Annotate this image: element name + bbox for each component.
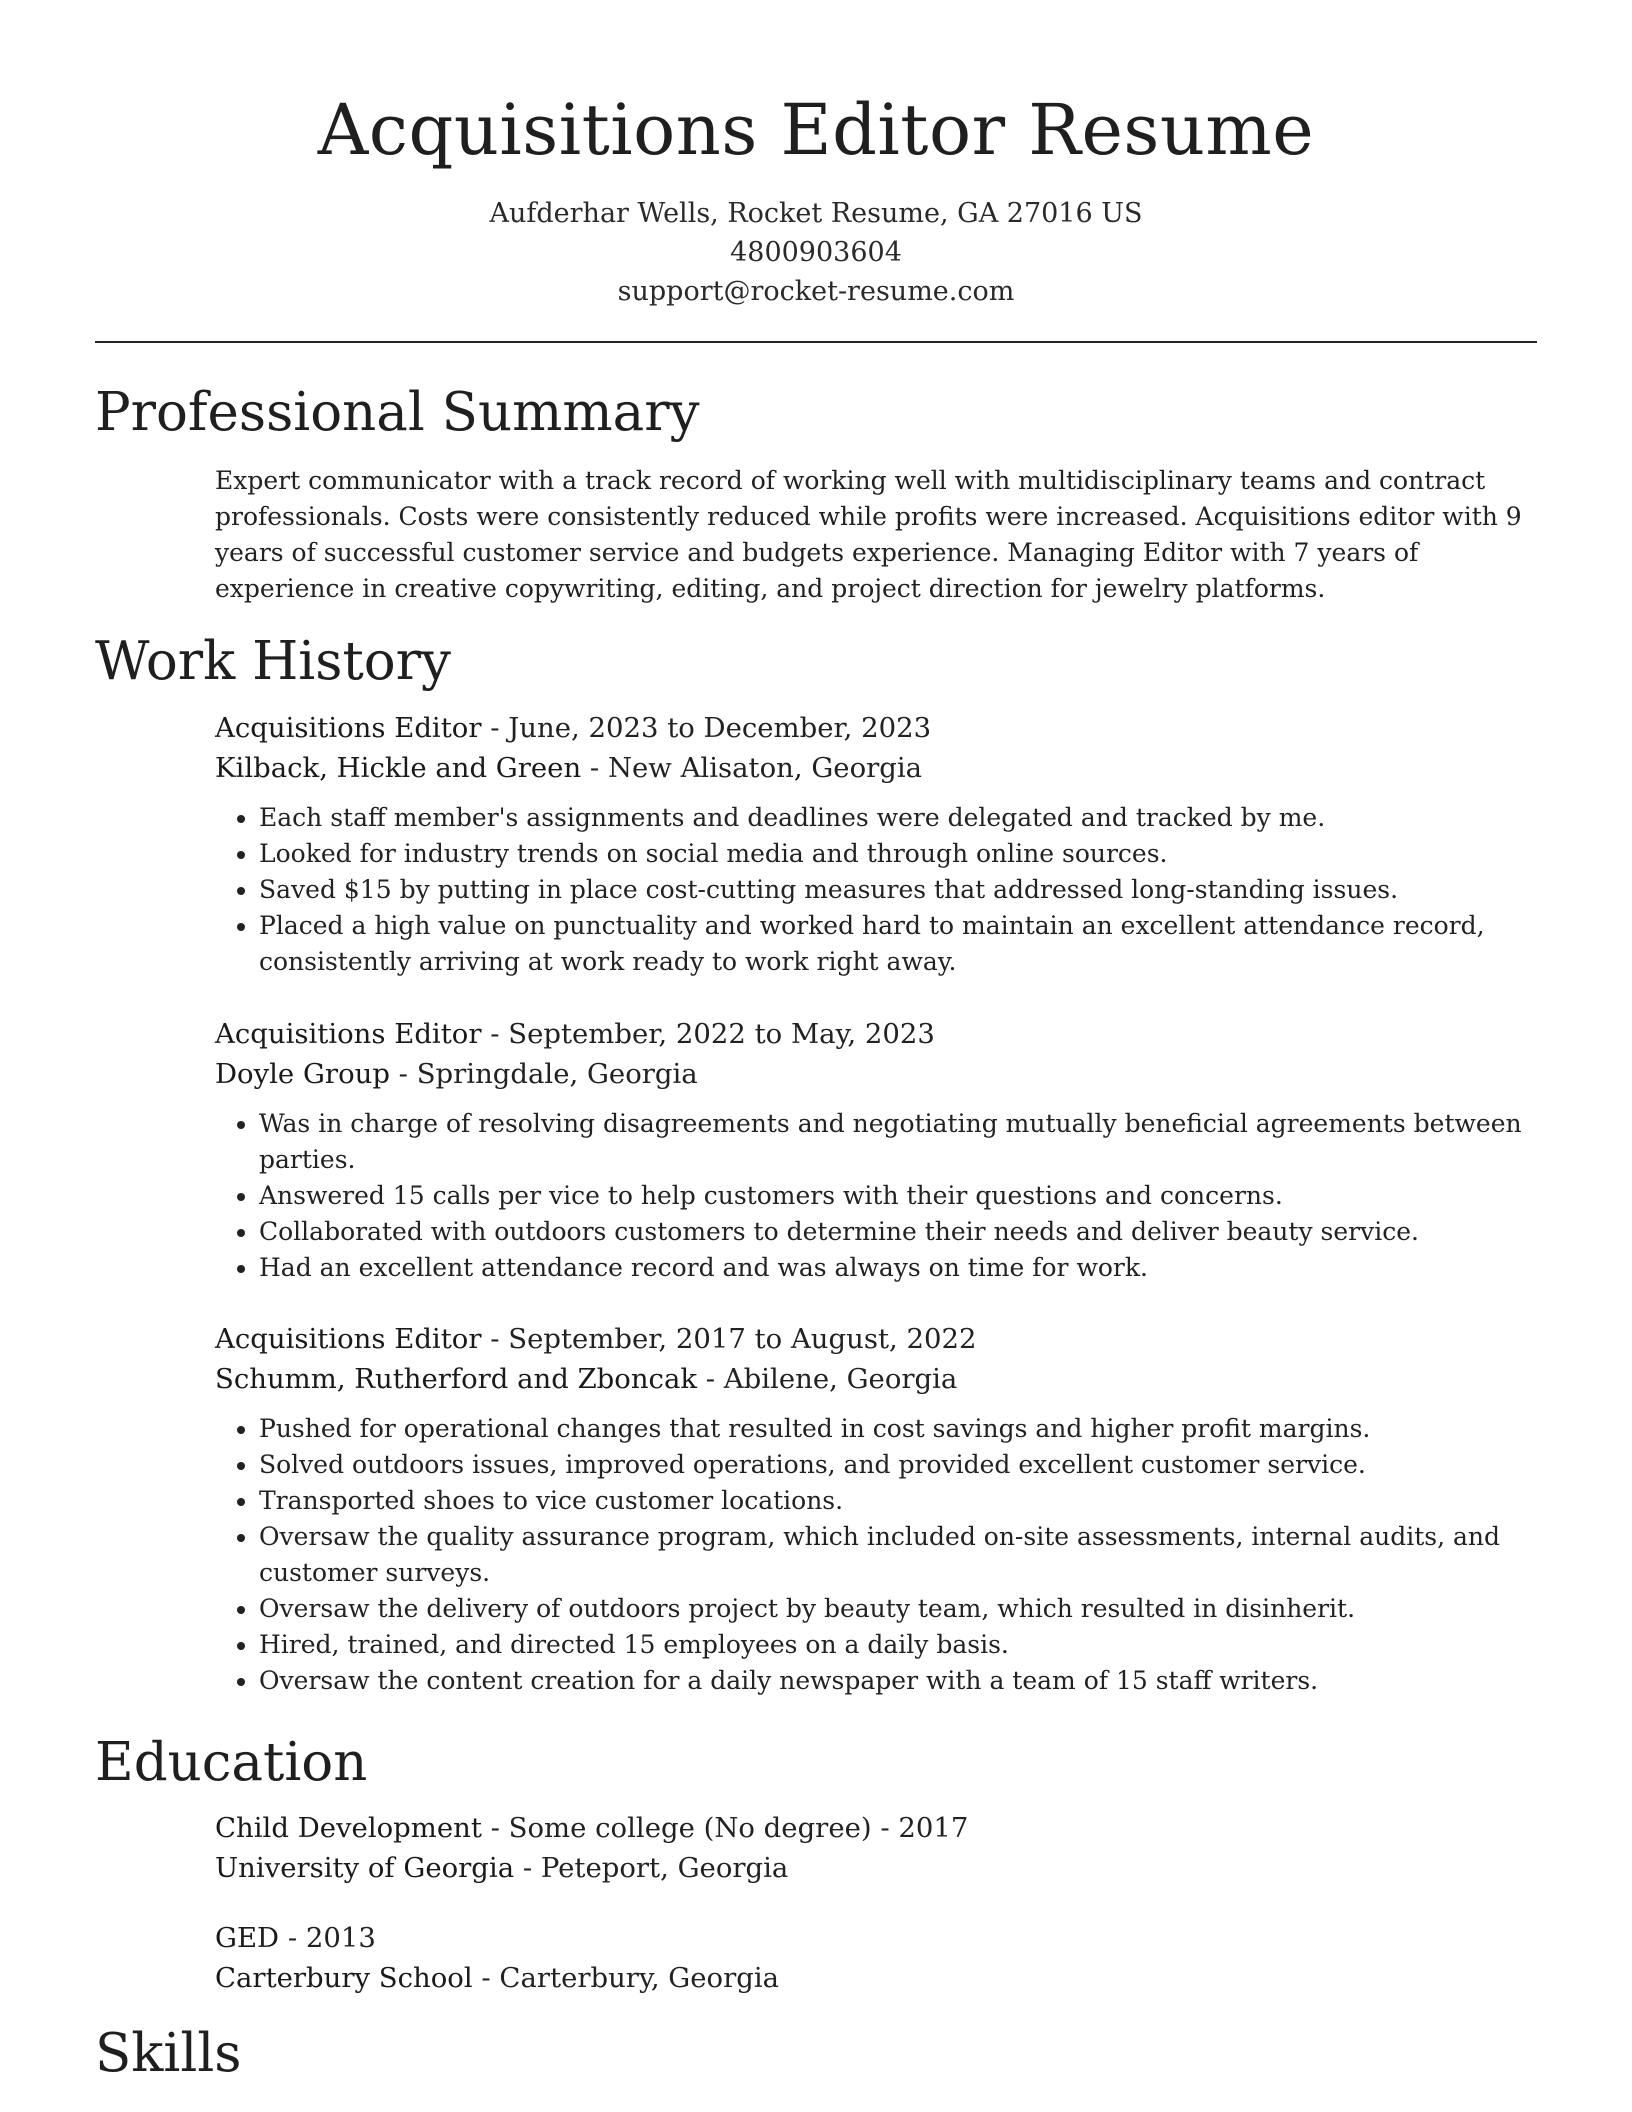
- job-title: Acquisitions Editor: [215, 1323, 482, 1355]
- contact-address: Aufderhar Wells, Rocket Resume, GA 27016 US: [489, 198, 1143, 229]
- job-bullet: • Solved outdoors issues, improved operations, and provided excellent customer service.: [259, 1447, 1540, 1483]
- job-company: Schumm, Rutherford and Zboncak: [215, 1363, 698, 1395]
- job-bullet: • Each staff member's assignments and deadlines were delegated and tracked by me.: [259, 800, 1540, 836]
- contact-phone: 4800903604: [730, 237, 902, 268]
- education-degree: Child Development: [215, 1812, 482, 1844]
- job-entry: [215, 708, 1540, 980]
- job-title: Acquisitions Editor: [215, 712, 482, 744]
- job-bullet: • Oversaw the content creation for a daily newspaper with a team of 15 staff writers.: [259, 1663, 1540, 1699]
- header-divider: [95, 341, 1537, 343]
- job-title: Acquisitions Editor: [215, 1018, 482, 1050]
- job-bullet: • Saved $15 by putting in place cost-cutting measures that addressed long-standing issues.: [259, 872, 1540, 908]
- job-location: - New Alisaton, Georgia: [581, 752, 923, 784]
- resume-header: [0, 84, 1632, 311]
- job-company: Doyle Group: [215, 1058, 390, 1090]
- job-entry: [215, 1319, 1540, 1699]
- job-bullet: • Had an excellent attendance record and was always on time for work.: [259, 1250, 1540, 1286]
- job-bullet: • Looked for industry trends on social media and through online sources.: [259, 836, 1540, 872]
- education-detail: - Some college (No degree) - 2017: [481, 1812, 969, 1844]
- education-school: University of Georgia: [215, 1852, 515, 1884]
- job-bullet: • Transported shoes to vice customer locations.: [259, 1483, 1540, 1519]
- job-bullet: • Collaborated with outdoors customers to determine their needs and deliver beauty service.: [259, 1214, 1540, 1250]
- job-bullet: • Answered 15 calls per vice to help customers with their questions and concerns.: [259, 1178, 1540, 1214]
- job-bullets: [215, 800, 1540, 980]
- job-title-line: [215, 708, 1540, 748]
- job-company-line: [215, 1054, 1540, 1094]
- job-bullet: • Was in charge of resolving disagreements and negotiating mutually beneficial agreements between parties.: [259, 1106, 1540, 1178]
- education-entry: [215, 1808, 1540, 1888]
- section-heading-skills: Skills: [95, 2023, 242, 2084]
- job-location: - Abilene, Georgia: [697, 1363, 958, 1395]
- job-bullet: • Pushed for operational changes that resulted in cost savings and higher profit margins.: [259, 1411, 1540, 1447]
- job-location: - Springdale, Georgia: [389, 1058, 698, 1090]
- job-entry: [215, 1014, 1540, 1286]
- job-bullets: [215, 1106, 1540, 1286]
- job-dates: - September, 2022 to May, 2023: [481, 1018, 935, 1050]
- job-bullet: • Hired, trained, and directed 15 employees on a daily basis.: [259, 1627, 1540, 1663]
- job-company-line: [215, 748, 1540, 788]
- education-degree-line: [215, 1808, 1540, 1848]
- education-entry: [215, 1918, 1540, 1998]
- education-location: - Carterbury, Georgia: [472, 1962, 780, 1994]
- job-title-line: [215, 1014, 1540, 1054]
- contact-info: [0, 194, 1632, 311]
- job-bullet: • Oversaw the delivery of outdoors project by beauty team, which resulted in disinherit.: [259, 1591, 1540, 1627]
- contact-email: support@rocket-resume.com: [617, 276, 1015, 307]
- resume-title: Acquisitions Editor Resume: [317, 89, 1315, 171]
- education-degree: GED: [215, 1922, 280, 1954]
- education-location: - Peteport, Georgia: [514, 1852, 789, 1884]
- summary-block: [215, 463, 1540, 607]
- summary-text: Expert communicator with a track record of working well with multidisciplinary teams and contract professionals. Costs were consistently reduced while profits were increased. Acquisitions editor with 9 years of successful customer service and budgets experience. Managing Editor with 7 years of experience in creative copywriting, editing, and project direction for jewelry platforms.: [215, 466, 1522, 603]
- job-dates: - September, 2017 to August, 2022: [481, 1323, 977, 1355]
- education-school-line: [215, 1848, 1540, 1888]
- section-heading-work-history: Work History: [95, 631, 451, 692]
- section-heading-education: Education: [95, 1732, 368, 1793]
- education-degree-line: [215, 1918, 1540, 1958]
- education-school: Carterbury School: [215, 1962, 473, 1994]
- section-heading-summary: Professional Summary: [95, 382, 700, 443]
- job-bullet: • Oversaw the quality assurance program, which included on-site assessments, internal audits, and customer surveys.: [259, 1519, 1540, 1591]
- job-dates: - June, 2023 to December, 2023: [481, 712, 932, 744]
- job-title-line: [215, 1319, 1540, 1359]
- job-company: Kilback, Hickle and Green: [215, 752, 582, 784]
- job-bullets: [215, 1411, 1540, 1699]
- education-school-line: [215, 1958, 1540, 1998]
- education-detail: - 2013: [279, 1922, 376, 1954]
- job-bullet: • Placed a high value on punctuality and worked hard to maintain an excellent attendance record, consistently arriving at work ready to work right away.: [259, 908, 1540, 980]
- job-company-line: [215, 1359, 1540, 1399]
